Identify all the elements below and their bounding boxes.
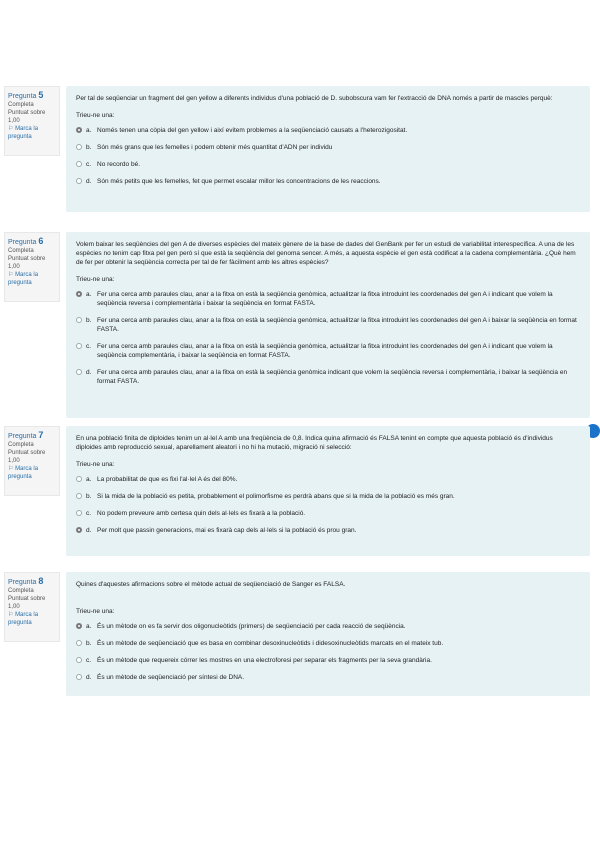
question-score: Puntuat sobre 1,00 (8, 110, 46, 124)
radio-button[interactable] (76, 527, 82, 533)
answer-option[interactable]: a. La probabilitat de que es fixi l'al·lel A és del 80%. (76, 475, 580, 484)
radio-button[interactable] (76, 317, 82, 323)
radio-button[interactable] (76, 623, 82, 629)
question-number: Pregunta 5 (8, 90, 44, 100)
question-number: Pregunta 7 (8, 430, 44, 440)
question-info (4, 232, 60, 302)
question-info (4, 572, 60, 642)
question-text: Volem baixar les seqüències del gen A de diverses espècies del mateix gènere de la base de dades del GenBank per fer un estudi de variabilitat interespecífica. A una de les espècies no tenim cap fitxa pel gen però sí que està la seqüència del genoma sencer. A més, a aquesta espècie el gen està codificat a la cadena complementària. ¿Què hem de fer per obtenir la seqüència correcta per tal de fer fàcilment amb les altres espècies? (76, 241, 576, 266)
question-content (66, 86, 590, 212)
radio-button[interactable] (76, 343, 82, 349)
answer-option[interactable]: d. Són més petits que les femelles, fet que permet escalar millor les concentracions de les reaccions. (76, 177, 580, 186)
flag-icon: ⚐ (8, 466, 14, 472)
flag-icon: ⚐ (8, 272, 14, 278)
radio-button[interactable] (76, 178, 82, 184)
radio-button[interactable] (76, 493, 82, 499)
question-content (66, 426, 590, 556)
question-status: Completa (8, 588, 34, 594)
question-status: Completa (8, 102, 34, 108)
answer-prompt: Trieu-ne una: (76, 276, 115, 283)
question-text: Per tal de seqüenciar un fragment del gen yellow a diferents individus d'una població de D. subobscura vam fer l'extracció de DNA només a partir de mascles perquè: (76, 95, 553, 102)
answer-prompt: Trieu-ne una: (76, 461, 115, 468)
answer-option[interactable]: c. És un mètode que requereix córrer les mostres en una electroforesi per separar els fragments per la seva grandària. (76, 656, 580, 665)
answer-option[interactable]: a. Només tenen una còpia del gen yellow i així evitem problemes a la seqüenciació causats a l'heterozigositat. (76, 126, 580, 135)
answer-prompt: Trieu-ne una: (76, 608, 115, 615)
radio-button[interactable] (76, 161, 82, 167)
answer-option[interactable]: d. Per molt que passin generacions, mai es fixarà cap dels al·lels si la població és prou gran. (76, 526, 580, 535)
answer-option[interactable]: a. Fer una cerca amb paraules clau, anar a la fitxa on està la seqüència genòmica, actualitzar la fitxa introduint les coordenades del gen A i indicant que volem la seqüència reversa i complementària i baixar la seqüència en format FASTA. (76, 290, 580, 308)
answer-option[interactable]: b. Fer una cerca amb paraules clau, anar a la fitxa on està la seqüència genòmica, actualitzar la fitxa introduint les coordenades del gen A i baixar la seqüència en format FASTA. (76, 316, 580, 334)
answer-option[interactable]: b. És un mètode de seqüenciació que es basa en combinar desoxinucleòtids i didesoxinucleòtids marcats en el mateix tub. (76, 639, 580, 648)
answer-option[interactable]: c. No recordo bé. (76, 160, 580, 169)
radio-button[interactable] (76, 127, 82, 133)
answer-option[interactable]: a. És un mètode on es fa servir dos oligonucleòtids (primers) de seqüenciació per cada reacció de seqüència. (76, 622, 580, 631)
radio-button[interactable] (76, 657, 82, 663)
question-status: Completa (8, 442, 34, 448)
question-text: En una població finita de diploides tenim un al·lel A amb una freqüència de 0,8. Indica quina afirmació és FALSA tenint en compte que aquesta població és d'individus diploides amb reproducció sexual, aparellament aleatori i no hi ha mutació, migració ni selecció: (76, 435, 553, 451)
question-info (4, 426, 60, 496)
question-content (66, 232, 590, 418)
question-info (4, 86, 60, 156)
flag-question-link[interactable]: ⚐ Marca la pregunta (8, 272, 39, 286)
flag-question-link[interactable]: ⚐ Marca la pregunta (8, 466, 39, 480)
flag-icon: ⚐ (8, 126, 14, 132)
answer-option[interactable]: c. No podem preveure amb certesa quin dels al·lels es fixarà a la població. (76, 509, 580, 518)
question-score: Puntuat sobre 1,00 (8, 450, 46, 464)
question-score: Puntuat sobre 1,00 (8, 596, 46, 610)
answer-prompt: Trieu-ne una: (76, 112, 115, 119)
question-status: Completa (8, 248, 34, 254)
radio-button[interactable] (76, 674, 82, 680)
radio-button[interactable] (76, 291, 82, 297)
question-number: Pregunta 8 (8, 576, 44, 586)
answer-option[interactable]: d. És un mètode de seqüenciació per síntesi de DNA. (76, 673, 580, 682)
answer-option[interactable]: b. Si la mida de la població es petita, probablement el polimorfisme es perdrà abans que si la mida de la població es més gran. (76, 492, 580, 501)
radio-button[interactable] (76, 510, 82, 516)
answer-option[interactable]: b. Són més grans que les femelles i podem obtenir més quantitat d'ADN per individu (76, 143, 580, 152)
question-number: Pregunta 6 (8, 236, 44, 246)
question-score: Puntuat sobre 1,00 (8, 256, 46, 270)
question-text: Quines d'aquestes afirmacions sobre el mètode actual de seqüenciació de Sanger es FALSA. (76, 581, 346, 588)
flag-question-link[interactable]: ⚐ Marca la pregunta (8, 612, 39, 626)
radio-button[interactable] (76, 144, 82, 150)
radio-button[interactable] (76, 369, 82, 375)
question-content (66, 572, 590, 696)
radio-button[interactable] (76, 476, 82, 482)
flag-icon: ⚐ (8, 612, 14, 618)
flag-question-link[interactable]: ⚐ Marca la pregunta (8, 126, 39, 140)
radio-button[interactable] (76, 640, 82, 646)
answer-option[interactable]: d. Fer una cerca amb paraules clau, anar a la fitxa on està la seqüència genòmica indicant que volem la seqüència reversa i complementària, i baixar la seqüència en format FASTA. (76, 368, 580, 386)
answer-option[interactable]: c. Fer una cerca amb paraules clau, anar a la fitxa on està la seqüència genòmica, actualitzar la fitxa introduint les coordenades del gen A i indicant que volem la seqüència complementària, i baixar la seqüència en format FASTA. (76, 342, 580, 360)
